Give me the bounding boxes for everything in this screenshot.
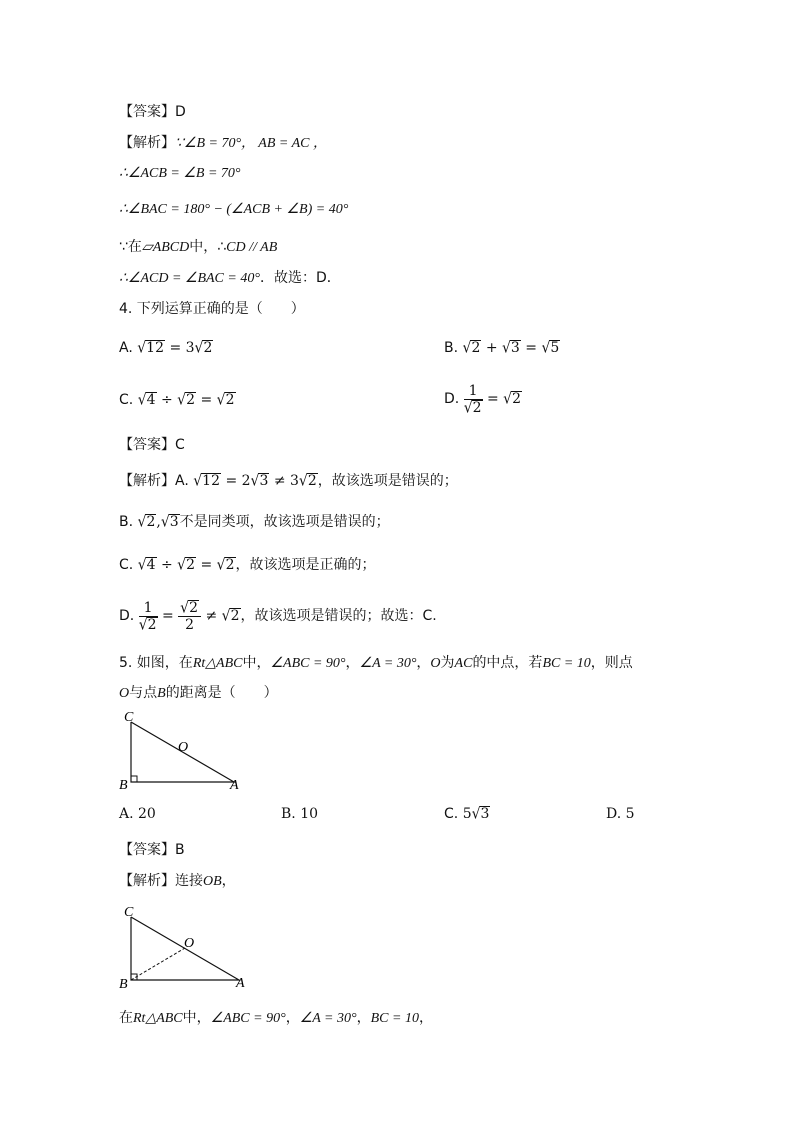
triangle-figure: [114, 706, 254, 794]
operator: ÷: [160, 392, 173, 408]
math-seg: ∠ABC = 90°: [210, 1011, 286, 1026]
sqrt-symbol: √: [503, 390, 513, 408]
radicand: 2: [512, 391, 522, 407]
text-seg: 在: [119, 1010, 133, 1026]
radicand: 3: [259, 473, 269, 489]
radicand: 12: [202, 473, 220, 489]
vertex-label-c: C: [124, 710, 134, 725]
sqrt-symbol: √: [462, 339, 472, 357]
fraction: [139, 600, 158, 633]
q4-explain-a: [119, 471, 458, 491]
math-seg: AC: [454, 656, 473, 671]
math-seg: ∠ABC = 90°: [270, 656, 346, 671]
triangle-figure-with-median: [114, 900, 259, 992]
math-seg: = 2: [225, 473, 251, 489]
radicand: 3: [480, 806, 490, 822]
triangle-name: Rt△ABC: [133, 1011, 183, 1026]
text-seg: B.: [119, 514, 134, 530]
q4-option-c: [119, 390, 236, 410]
text-seg: ，: [356, 1010, 371, 1026]
text-seg: ，: [345, 655, 360, 671]
sqrt-symbol: √: [250, 472, 260, 490]
text-seg: 中，: [182, 1010, 211, 1026]
text-seg: ，: [221, 873, 236, 889]
q5-answer: 【答案】B: [119, 842, 185, 858]
sqrt-symbol: √: [502, 339, 511, 357]
math-seg: BC = 10: [542, 656, 591, 671]
vertex-label-c: C: [124, 905, 134, 920]
parallelogram-name: ▱ABCD: [141, 240, 190, 255]
vertex-label-b: B: [119, 977, 128, 992]
radicand: 2: [146, 514, 156, 530]
dashed-segment-ob: [131, 948, 185, 980]
q4-option-b: [444, 338, 560, 358]
explanation-line-5: [119, 268, 341, 289]
question-4-stem: 4. 下列运算正确的是（ ）: [119, 301, 305, 317]
math-seg: O: [119, 686, 130, 701]
text-seg: D.: [119, 608, 135, 624]
coefficient: 5: [462, 806, 472, 822]
option-label: C.: [444, 806, 459, 822]
q4-option-a: [119, 338, 213, 358]
option-label: C.: [119, 392, 134, 408]
radicand: 2: [225, 557, 235, 573]
operator: =: [200, 392, 213, 408]
sqrt-symbol: √: [137, 556, 147, 574]
sqrt-symbol: √: [137, 339, 147, 357]
q5-option-d: D. 5: [606, 806, 635, 822]
radicand: 4: [146, 557, 156, 573]
radicand: 2: [186, 392, 196, 408]
point-label-o: O: [178, 740, 189, 755]
fraction: [178, 600, 201, 633]
text-seg: 【解析】A.: [119, 473, 189, 489]
radicand: 2: [230, 608, 240, 624]
sqrt-symbol: √: [177, 391, 187, 409]
explanation-head: 【解析】: [119, 135, 175, 151]
denominator: √2: [463, 398, 482, 417]
radicand: 4: [146, 392, 156, 408]
text-seg: ，: [416, 655, 431, 671]
text-seg: 的距离是（ ）: [165, 685, 278, 701]
q4-explain-b: [119, 512, 390, 532]
radicand: 2: [203, 340, 213, 356]
answer-line-prev: 【答案】D: [119, 104, 186, 120]
text-seg: 【解析】连接: [119, 873, 203, 889]
question-5-stem-line-1: [119, 653, 633, 674]
q5-explain-line-1: [119, 871, 236, 892]
vertex-label-a: A: [230, 778, 239, 793]
explanation-math: ∵∠B = 70°， AB = AC ，: [175, 136, 327, 151]
denominator: √2: [138, 615, 157, 634]
text-seg: 中，: [242, 655, 271, 671]
fraction: [464, 383, 483, 416]
option-label: A.: [119, 340, 133, 356]
vertex-label-a: A: [236, 976, 245, 991]
radicand: 3: [510, 340, 520, 356]
sqrt-symbol: √: [177, 556, 187, 574]
text-seg: ，: [418, 1010, 433, 1026]
explanation-line-1: [119, 133, 327, 154]
math-seg: = 3: [169, 340, 195, 356]
operator: =: [486, 391, 499, 407]
sqrt-symbol: √: [137, 513, 147, 531]
math-seg: O: [430, 656, 441, 671]
q4-answer: 【答案】C: [119, 437, 185, 453]
text-seg: 不是同类项，故该选项是错误的；: [179, 514, 390, 530]
text-seg: ，故该选项是错误的；故选：C.: [240, 608, 437, 624]
text-seg: 为: [440, 655, 455, 671]
text-seg: ，故该选项是错误的；: [317, 473, 458, 489]
radicand: 2: [307, 473, 317, 489]
option-label: B.: [444, 340, 459, 356]
q5-option-a: A. 20: [119, 806, 156, 822]
numerator: 1: [464, 383, 483, 400]
explanation-line-4: [119, 237, 277, 258]
math-seg: B: [157, 686, 166, 701]
math-seg: ∴∠ACD = ∠BAC = 40°: [119, 271, 260, 286]
segment-name: OB: [203, 874, 222, 889]
text-seg: ，则点: [590, 655, 633, 671]
sqrt-symbol: √: [137, 391, 147, 409]
radicand: 2: [186, 557, 196, 573]
radicand: 3: [169, 514, 179, 530]
q4-explain-c: [119, 555, 376, 575]
text-seg: C.: [119, 557, 134, 573]
sqrt-symbol: √: [194, 339, 204, 357]
radicand: 5: [550, 340, 560, 356]
radicand: 2: [471, 340, 481, 356]
operator: ÷: [160, 557, 173, 573]
text-seg: 5. 如图，在: [119, 655, 193, 671]
math-seg: ≠ 3: [273, 473, 299, 489]
math-seg: ∠A = 30°: [299, 1011, 357, 1026]
comma: ,: [156, 514, 161, 530]
denominator: 2: [185, 616, 195, 633]
radicand: 2: [225, 392, 235, 408]
point-label-o: O: [184, 936, 195, 951]
text-seg: ．故选：D．: [259, 270, 341, 286]
explanation-line-3: ∴∠BAC = 180° − (∠ACB + ∠B) = 40°: [119, 202, 349, 217]
text-seg: 与点: [129, 685, 158, 701]
sqrt-symbol: √: [216, 556, 226, 574]
text-seg: ∵在: [119, 239, 142, 255]
radicand: 12: [146, 340, 164, 356]
text-seg: ，故该选项是正确的；: [235, 557, 376, 573]
question-5-stem-line-2: [119, 683, 278, 704]
sqrt-symbol: √: [221, 607, 231, 625]
q5-option-c: [444, 804, 490, 824]
option-label: D.: [444, 391, 460, 407]
operator: +: [485, 340, 498, 356]
sqrt-symbol: √: [541, 339, 551, 357]
sqrt-symbol: √: [471, 805, 481, 823]
explanation-line-2: ∴∠ACB = ∠B = 70°: [119, 166, 241, 181]
operator: ≠: [205, 608, 218, 624]
parallel-statement: CD // AB: [226, 240, 278, 255]
text-seg: 的中点，若: [472, 655, 543, 671]
math-seg: BC = 10: [370, 1011, 419, 1026]
q5-option-b: B. 10: [281, 806, 319, 822]
sqrt-symbol: √: [216, 391, 226, 409]
operator: =: [200, 557, 213, 573]
operator: =: [525, 340, 538, 356]
q4-explain-d: [119, 596, 437, 636]
sqrt-symbol: √: [193, 472, 203, 490]
sqrt-symbol: √: [298, 472, 308, 490]
right-angle-mark: [131, 776, 137, 782]
numerator: √2: [178, 600, 201, 617]
math-seg: ∠A = 30°: [359, 656, 417, 671]
numerator: 1: [139, 600, 158, 617]
operator: =: [161, 608, 174, 624]
text-seg: ，: [285, 1010, 300, 1026]
q5-explain-line-2: [119, 1008, 433, 1029]
q4-option-d: [444, 379, 522, 419]
sqrt-symbol: √: [160, 513, 170, 531]
triangle-name: Rt△ABC: [192, 656, 243, 671]
text-seg: 中，∴: [189, 239, 227, 255]
vertex-label-b: B: [119, 778, 128, 793]
